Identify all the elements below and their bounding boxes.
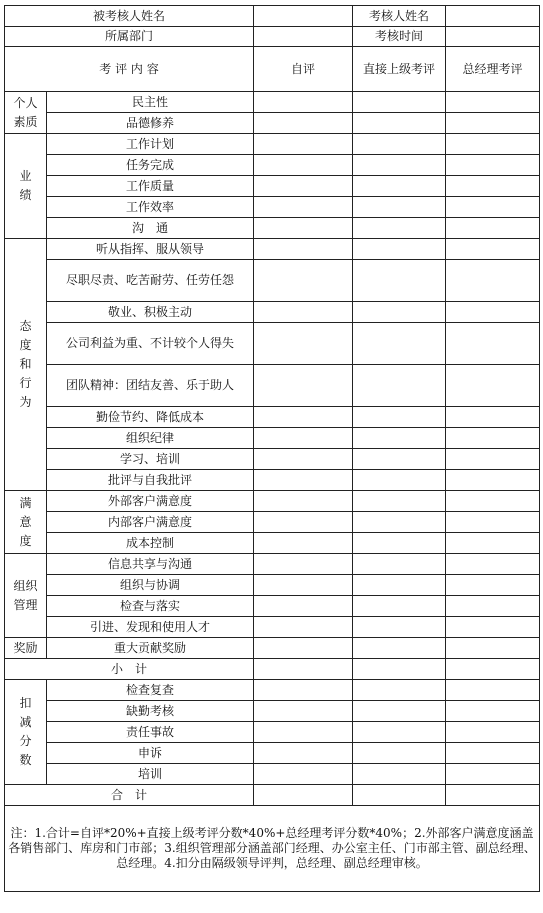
group-reward-title: 奖励: [5, 638, 47, 659]
score-self[interactable]: [254, 428, 353, 449]
score-superior[interactable]: [353, 680, 446, 701]
score-self[interactable]: [254, 323, 353, 365]
score-gm[interactable]: [446, 197, 540, 218]
score-self[interactable]: [254, 113, 353, 134]
item-label: 成本控制: [47, 533, 254, 554]
total-self[interactable]: [254, 785, 353, 806]
score-self[interactable]: [254, 617, 353, 638]
item-label: 批评与自我批评: [47, 470, 254, 491]
item-label: 检查与落实: [47, 596, 254, 617]
score-gm[interactable]: [446, 470, 540, 491]
total-label: 合 计: [5, 785, 254, 806]
score-self[interactable]: [254, 197, 353, 218]
evaluatee-name-field[interactable]: [254, 6, 353, 27]
group-management-title: 组织管理: [5, 554, 47, 638]
score-gm[interactable]: [446, 512, 540, 533]
score-superior[interactable]: [353, 596, 446, 617]
score-superior[interactable]: [353, 533, 446, 554]
score-superior[interactable]: [353, 92, 446, 113]
score-self[interactable]: [254, 533, 353, 554]
score-self[interactable]: [254, 575, 353, 596]
score-superior[interactable]: [353, 323, 446, 365]
score-self[interactable]: [254, 302, 353, 323]
score-superior[interactable]: [353, 302, 446, 323]
item-label: 沟 通: [47, 218, 254, 239]
score-gm[interactable]: [446, 113, 540, 134]
score-self[interactable]: [254, 176, 353, 197]
score-superior[interactable]: [353, 260, 446, 302]
score-self[interactable]: [254, 218, 353, 239]
item-label: 组织与协调: [47, 575, 254, 596]
item-label: 工作计划: [47, 134, 254, 155]
score-self[interactable]: [254, 743, 353, 764]
score-gm[interactable]: [446, 449, 540, 470]
score-superior[interactable]: [353, 365, 446, 407]
item-label: 内部客户满意度: [47, 512, 254, 533]
score-self[interactable]: [254, 407, 353, 428]
score-self[interactable]: [254, 512, 353, 533]
score-gm[interactable]: [446, 218, 540, 239]
item-label: 组织纪律: [47, 428, 254, 449]
item-label: 公司利益为重、不计较个人得失: [47, 323, 254, 365]
subtotal-self[interactable]: [254, 659, 353, 680]
score-self[interactable]: [254, 596, 353, 617]
group-attitude-title: 态度和行为: [5, 239, 47, 491]
item-label: 任务完成: [47, 155, 254, 176]
content-header: 考 评 内 容: [5, 47, 254, 92]
score-gm[interactable]: [446, 533, 540, 554]
group-deduction-title: 扣减分数: [5, 680, 47, 785]
item-label: 检查复查: [47, 680, 254, 701]
score-superior[interactable]: [353, 512, 446, 533]
score-gm[interactable]: [446, 596, 540, 617]
score-superior[interactable]: [353, 617, 446, 638]
score-superior[interactable]: [353, 638, 446, 659]
score-self[interactable]: [254, 155, 353, 176]
score-gm[interactable]: [446, 575, 540, 596]
item-label: 申诉: [47, 743, 254, 764]
score-gm[interactable]: [446, 743, 540, 764]
score-self[interactable]: [254, 491, 353, 512]
time-label: 考核时间: [353, 27, 446, 47]
score-gm[interactable]: [446, 764, 540, 785]
department-field[interactable]: [254, 27, 353, 47]
self-eval-header: 自评: [254, 47, 353, 92]
item-label: 敬业、积极主动: [47, 302, 254, 323]
subtotal-gm[interactable]: [446, 659, 540, 680]
score-gm[interactable]: [446, 134, 540, 155]
score-superior[interactable]: [353, 701, 446, 722]
score-self[interactable]: [254, 701, 353, 722]
gm-eval-header: 总经理考评: [446, 47, 540, 92]
score-gm[interactable]: [446, 407, 540, 428]
evaluator-name-field[interactable]: [446, 6, 540, 27]
score-superior[interactable]: [353, 134, 446, 155]
score-gm[interactable]: [446, 365, 540, 407]
score-gm[interactable]: [446, 260, 540, 302]
score-gm[interactable]: [446, 92, 540, 113]
footnote: 注：1.合计=自评*20%+直接上级考评分数*40%+总经理考评分数*40%；2.外部客户满意度涵盖各销售部门、库房和门市部；3.组织管理部分涵盖部门经理、办公室主任、门市部主管、副总经理、总经理。4.扣分由隔级领导评判，总经理、副总经理审核。: [5, 806, 540, 892]
score-self[interactable]: [254, 239, 353, 260]
score-gm[interactable]: [446, 701, 540, 722]
evaluator-name-label: 考核人姓名: [353, 6, 446, 27]
score-self[interactable]: [254, 764, 353, 785]
score-superior[interactable]: [353, 575, 446, 596]
score-self[interactable]: [254, 260, 353, 302]
score-superior[interactable]: [353, 155, 446, 176]
item-label: 培训: [47, 764, 254, 785]
item-label: 信息共享与沟通: [47, 554, 254, 575]
score-superior[interactable]: [353, 176, 446, 197]
score-superior[interactable]: [353, 491, 446, 512]
item-label: 缺勤考核: [47, 701, 254, 722]
score-self[interactable]: [254, 680, 353, 701]
item-label: 团队精神：团结友善、乐于助人: [47, 365, 254, 407]
item-label: 听从指挥、服从领导: [47, 239, 254, 260]
score-gm[interactable]: [446, 638, 540, 659]
score-superior[interactable]: [353, 554, 446, 575]
score-superior[interactable]: [353, 113, 446, 134]
score-gm[interactable]: [446, 302, 540, 323]
item-label: 学习、培训: [47, 449, 254, 470]
department-label: 所属部门: [5, 27, 254, 47]
score-superior[interactable]: [353, 722, 446, 743]
score-self[interactable]: [254, 92, 353, 113]
score-self[interactable]: [254, 638, 353, 659]
score-self[interactable]: [254, 470, 353, 491]
score-gm[interactable]: [446, 176, 540, 197]
item-label: 工作质量: [47, 176, 254, 197]
score-gm[interactable]: [446, 323, 540, 365]
score-superior[interactable]: [353, 197, 446, 218]
subtotal-superior[interactable]: [353, 659, 446, 680]
score-superior[interactable]: [353, 218, 446, 239]
score-superior[interactable]: [353, 764, 446, 785]
item-label: 引进、发现和使用人才: [47, 617, 254, 638]
score-gm[interactable]: [446, 239, 540, 260]
total-gm[interactable]: [446, 785, 540, 806]
group-personal-title: 个人素质: [5, 92, 47, 134]
score-gm[interactable]: [446, 155, 540, 176]
item-label: 勤俭节约、降低成本: [47, 407, 254, 428]
score-superior[interactable]: [353, 449, 446, 470]
group-satisfaction-title: 满意度: [5, 491, 47, 554]
score-self[interactable]: [254, 722, 353, 743]
evaluation-table: [4, 5, 540, 892]
item-label: 工作效率: [47, 197, 254, 218]
item-label: 民主性: [47, 92, 254, 113]
score-gm[interactable]: [446, 491, 540, 512]
item-label: 责任事故: [47, 722, 254, 743]
item-label: 外部客户满意度: [47, 491, 254, 512]
score-gm[interactable]: [446, 554, 540, 575]
score-gm[interactable]: [446, 722, 540, 743]
item-label: 尽职尽责、吃苦耐劳、任劳任怨: [47, 260, 254, 302]
score-superior[interactable]: [353, 407, 446, 428]
score-gm[interactable]: [446, 428, 540, 449]
evaluation-form: [4, 5, 540, 892]
score-superior[interactable]: [353, 239, 446, 260]
score-self[interactable]: [254, 365, 353, 407]
superior-eval-header: 直接上级考评: [353, 47, 446, 92]
item-label: 重大贡献奖励: [47, 638, 254, 659]
score-superior[interactable]: [353, 743, 446, 764]
score-superior[interactable]: [353, 470, 446, 491]
evaluatee-name-label: 被考核人姓名: [5, 6, 254, 27]
total-superior[interactable]: [353, 785, 446, 806]
score-self[interactable]: [254, 554, 353, 575]
score-gm[interactable]: [446, 617, 540, 638]
score-gm[interactable]: [446, 680, 540, 701]
score-self[interactable]: [254, 134, 353, 155]
group-performance-title: 业绩: [5, 134, 47, 239]
item-label: 品德修养: [47, 113, 254, 134]
score-self[interactable]: [254, 449, 353, 470]
score-superior[interactable]: [353, 428, 446, 449]
subtotal-label: 小 计: [5, 659, 254, 680]
time-field[interactable]: [446, 27, 540, 47]
